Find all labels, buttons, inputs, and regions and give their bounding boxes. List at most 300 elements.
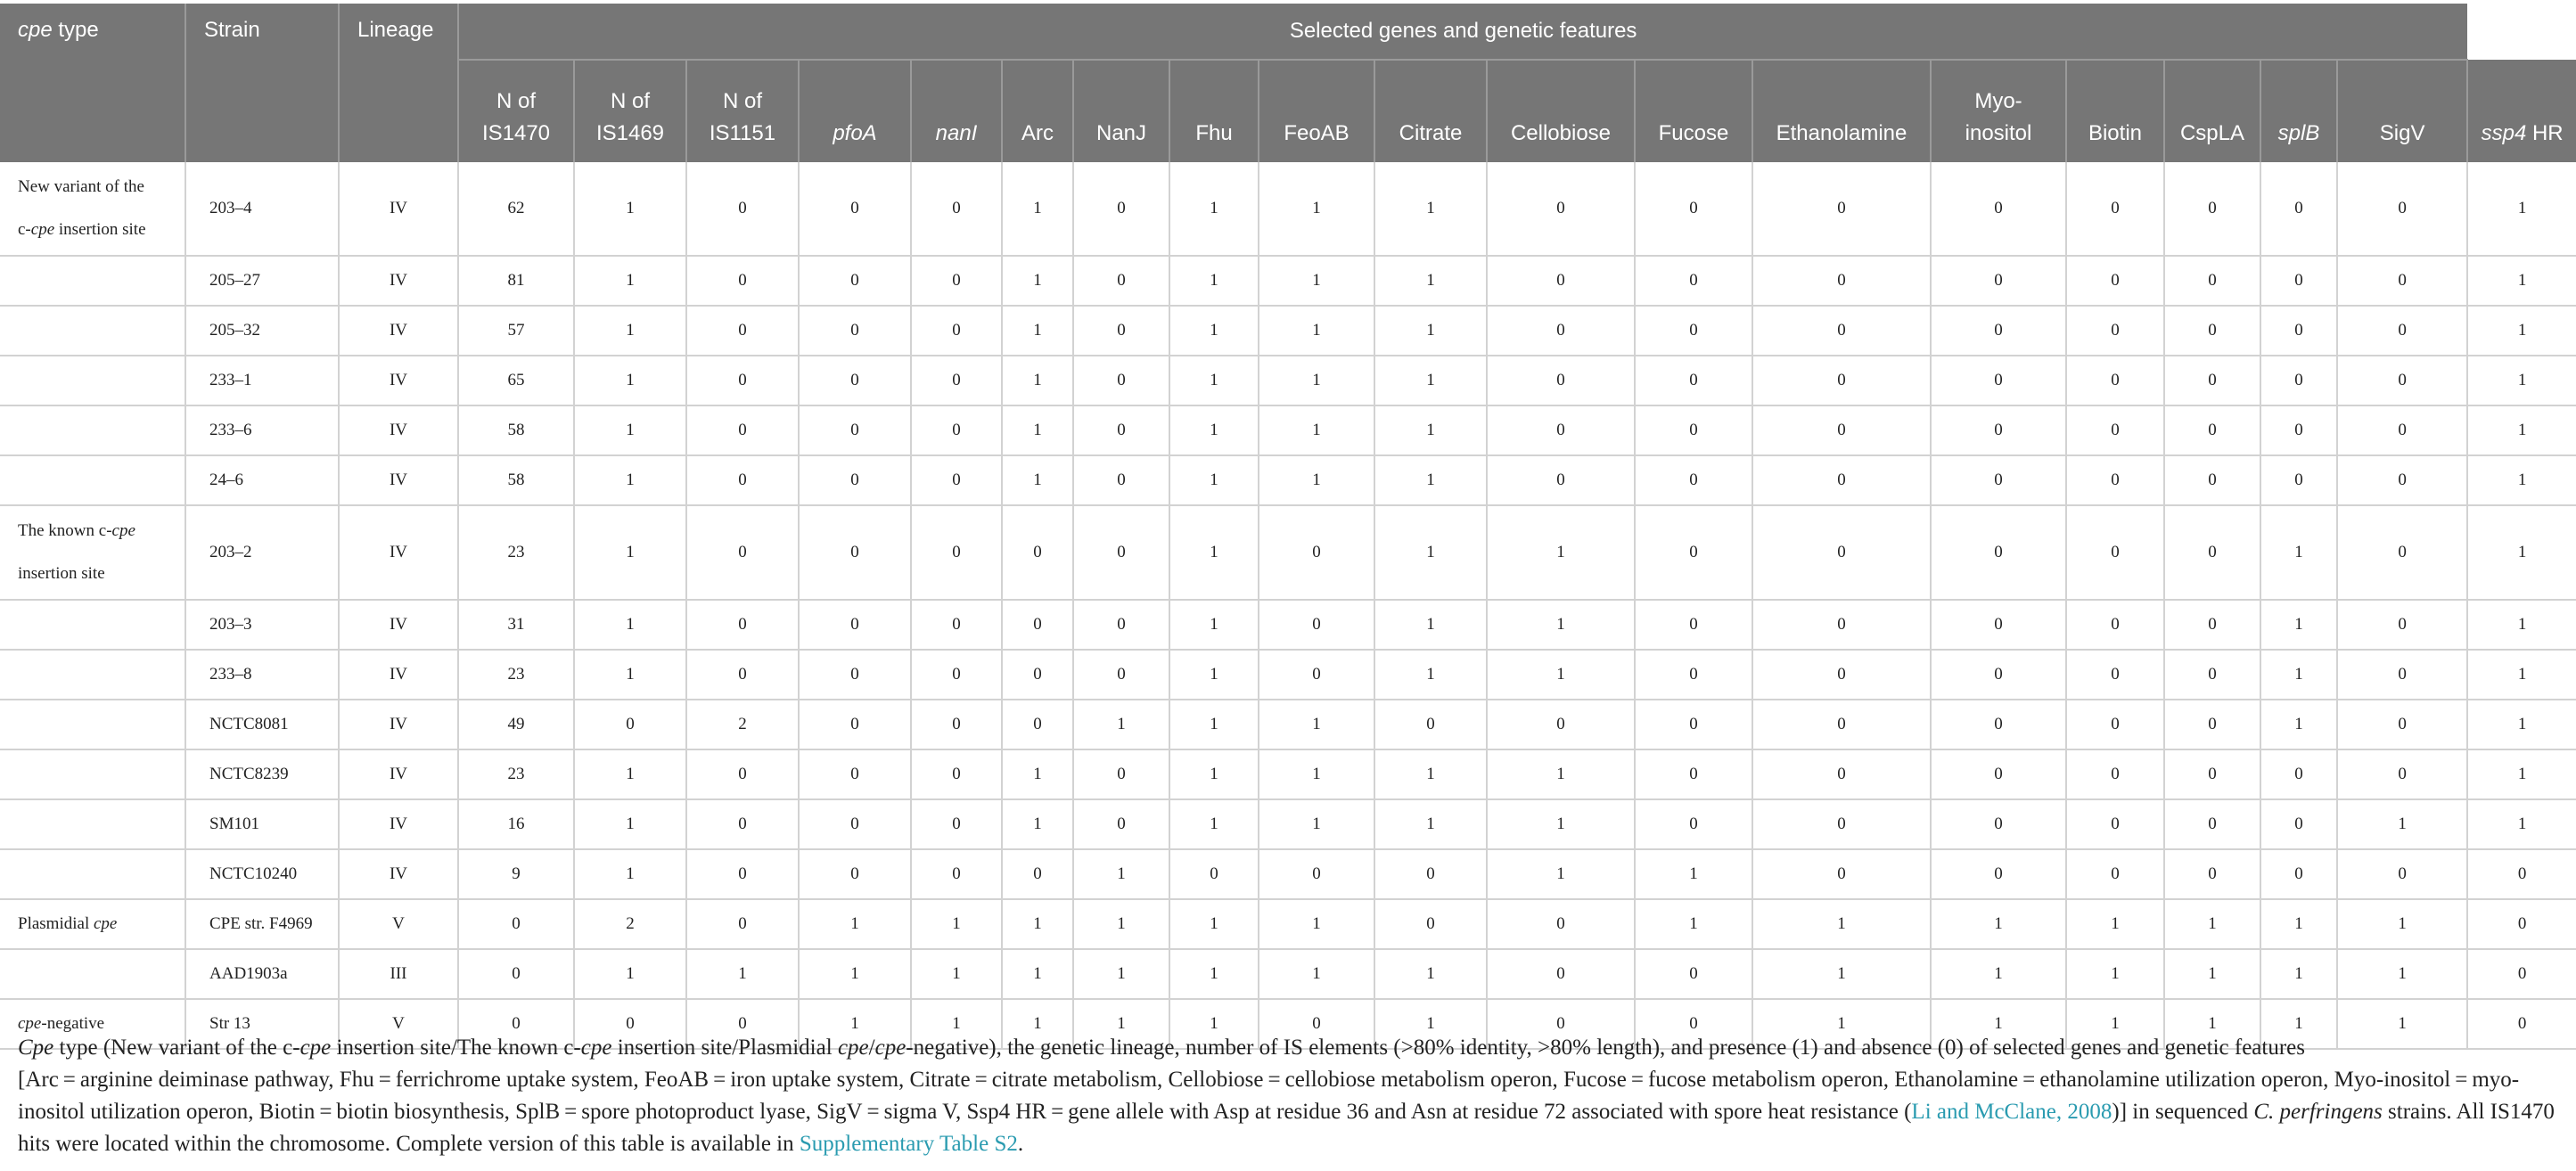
- value-cell: 0: [1931, 849, 2066, 899]
- value-cell: 1: [2467, 505, 2576, 600]
- value-cell: 0: [2260, 162, 2337, 256]
- value-cell: 0: [2337, 356, 2467, 405]
- lineage-cell: III: [339, 949, 458, 999]
- value-cell: 0: [686, 849, 799, 899]
- value-cell: 1: [574, 949, 686, 999]
- value-cell: 1: [574, 799, 686, 849]
- value-cell: 0: [1002, 505, 1073, 600]
- value-cell: 0: [799, 256, 911, 306]
- value-cell: 0: [686, 405, 799, 455]
- cpe-type-cell: [0, 356, 185, 405]
- table-row: [0, 849, 2576, 899]
- value-cell: 1: [2066, 899, 2164, 949]
- value-cell: 0: [1073, 356, 1169, 405]
- value-cell: 0: [2164, 306, 2260, 356]
- value-cell: 0: [1169, 849, 1259, 899]
- value-cell: 0: [911, 700, 1002, 749]
- value-cell: 0: [1752, 799, 1931, 849]
- value-cell: 0: [2467, 849, 2576, 899]
- value-cell: 0: [686, 749, 799, 799]
- reference-link-li-mcclane[interactable]: Li and McClane, 2008: [1911, 1100, 2112, 1124]
- value-cell: 0: [2337, 405, 2467, 455]
- value-cell: 1: [2337, 949, 2467, 999]
- column-header: Myo- inositol: [1931, 60, 2066, 162]
- value-cell: 49: [458, 700, 574, 749]
- value-cell: 0: [1374, 899, 1487, 949]
- header-row-group: [0, 4, 2576, 60]
- value-cell: 1: [1169, 600, 1259, 650]
- value-cell: 0: [2337, 849, 2467, 899]
- value-cell: 1: [2260, 650, 2337, 700]
- table-body: [0, 162, 2576, 1049]
- value-cell: 0: [1259, 849, 1374, 899]
- value-cell: 0: [2260, 256, 2337, 306]
- footnote-paragraph-1: Cpe type (New variant of the c-cpe insertion site/The known c-cpe insertion site/Plasmidial cpe/cpe-negative), the genetic lineage, number of IS elements (>80% identity, >80% length), and presence (1) and absence (0) of selected genes and genetic features: [18, 1036, 2305, 1060]
- strain-cell: 233–8: [185, 650, 339, 700]
- value-cell: 0: [1635, 356, 1752, 405]
- lineage-cell: IV: [339, 256, 458, 306]
- value-cell: 1: [1073, 999, 1169, 1049]
- table-row: [0, 799, 2576, 849]
- value-cell: 0: [1487, 405, 1635, 455]
- column-header: splB: [2260, 60, 2337, 162]
- value-cell: 0: [1931, 505, 2066, 600]
- value-cell: 1: [1002, 749, 1073, 799]
- value-cell: 2: [686, 700, 799, 749]
- value-cell: 0: [1931, 356, 2066, 405]
- value-cell: 0: [2066, 455, 2164, 505]
- value-cell: 0: [1635, 999, 1752, 1049]
- value-cell: 1: [1002, 899, 1073, 949]
- value-cell: 1: [574, 306, 686, 356]
- value-cell: 0: [2164, 799, 2260, 849]
- value-cell: 0: [2337, 256, 2467, 306]
- value-cell: 0: [799, 405, 911, 455]
- value-cell: 0: [2066, 700, 2164, 749]
- value-cell: 0: [1635, 949, 1752, 999]
- column-header: SigV: [2337, 60, 2467, 162]
- value-cell: 1: [2467, 256, 2576, 306]
- value-cell: 0: [2467, 999, 2576, 1049]
- value-cell: 1: [1073, 700, 1169, 749]
- value-cell: 0: [1752, 306, 1931, 356]
- value-cell: 0: [458, 999, 574, 1049]
- value-cell: 0: [2260, 405, 2337, 455]
- value-cell: 0: [2066, 600, 2164, 650]
- footnote-paragraph-2: [Arc = arginine deiminase pathway, Fhu = ferrichrome uptake system, FeoAB = iron uptake system, Citrate = citrate metabolism, Cellobiose = cellobiose metabolism operon, Fucose = fucose metabolism operon, Ethanolamine = ethanolamine utilization operon, Myo-inositol = myo-inositol utilization operon, Biotin = biotin biosynthesis, SplB = spore photoproduct lyase, SigV = sigma V, Ssp4 HR = gene allele with Asp at residue 36 and Asn at residue 72 associated with spore heat resistance (Li and McClane, 2008)] in sequenced C. perfringens strains. All IS1470 hits were located within the chromosome. Complete version of this table is available in Supplementary Table S2.: [18, 1068, 2555, 1156]
- value-cell: 1: [1002, 356, 1073, 405]
- cpe-type-cell: [0, 306, 185, 356]
- strain-cell: 233–1: [185, 356, 339, 405]
- value-cell: 1: [574, 749, 686, 799]
- value-cell: 0: [799, 505, 911, 600]
- value-cell: 0: [1635, 162, 1752, 256]
- value-cell: 0: [799, 356, 911, 405]
- value-cell: 1: [1002, 162, 1073, 256]
- value-cell: 0: [2260, 749, 2337, 799]
- value-cell: 1: [1073, 949, 1169, 999]
- cpe-type-cell: [0, 455, 185, 505]
- cpe-type-cell: cpe-negative: [0, 999, 185, 1049]
- value-cell: 1: [2164, 949, 2260, 999]
- value-cell: 1: [1487, 505, 1635, 600]
- lineage-cell: IV: [339, 700, 458, 749]
- value-cell: 1: [1002, 455, 1073, 505]
- value-cell: 0: [1635, 256, 1752, 306]
- value-cell: 0: [1752, 505, 1931, 600]
- value-cell: 0: [2066, 849, 2164, 899]
- value-cell: 0: [1073, 799, 1169, 849]
- value-cell: 0: [1073, 505, 1169, 600]
- value-cell: 0: [799, 162, 911, 256]
- value-cell: 1: [574, 356, 686, 405]
- value-cell: 0: [1374, 700, 1487, 749]
- table-row: [0, 899, 2576, 949]
- value-cell: 1: [1635, 899, 1752, 949]
- strain-cell: 205–27: [185, 256, 339, 306]
- lineage-cell: IV: [339, 749, 458, 799]
- lineage-cell: IV: [339, 455, 458, 505]
- value-cell: 1: [1169, 799, 1259, 849]
- value-cell: 0: [799, 700, 911, 749]
- value-cell: 1: [1169, 455, 1259, 505]
- value-cell: 1: [1169, 505, 1259, 600]
- column-header: Fucose: [1635, 60, 1752, 162]
- value-cell: 1: [1487, 600, 1635, 650]
- cpe-type-cell: [0, 256, 185, 306]
- value-cell: 1: [1374, 455, 1487, 505]
- value-cell: 0: [2164, 405, 2260, 455]
- lineage-cell: IV: [339, 405, 458, 455]
- strain-cell: SM101: [185, 799, 339, 849]
- value-cell: 1: [799, 899, 911, 949]
- value-cell: 1: [1487, 650, 1635, 700]
- value-cell: 1: [1487, 799, 1635, 849]
- strain-cell: CPE str. F4969: [185, 899, 339, 949]
- lineage-cell: V: [339, 899, 458, 949]
- value-cell: 0: [2164, 505, 2260, 600]
- genes-table: [0, 4, 2576, 1050]
- value-cell: 0: [1073, 405, 1169, 455]
- value-cell: 0: [799, 799, 911, 849]
- value-cell: 1: [2260, 999, 2337, 1049]
- value-cell: 0: [1259, 600, 1374, 650]
- value-cell: 0: [458, 899, 574, 949]
- value-cell: 1: [1259, 356, 1374, 405]
- value-cell: 0: [2260, 306, 2337, 356]
- value-cell: 1: [1169, 700, 1259, 749]
- value-cell: 1: [2467, 700, 2576, 749]
- value-cell: 1: [574, 405, 686, 455]
- value-cell: 1: [1374, 650, 1487, 700]
- value-cell: 9: [458, 849, 574, 899]
- value-cell: 1: [1931, 999, 2066, 1049]
- value-cell: 0: [2066, 405, 2164, 455]
- value-cell: 0: [1635, 700, 1752, 749]
- value-cell: 0: [1752, 600, 1931, 650]
- column-header: nanI: [911, 60, 1002, 162]
- value-cell: 0: [2164, 162, 2260, 256]
- value-cell: 0: [799, 306, 911, 356]
- column-header: FeoAB: [1259, 60, 1374, 162]
- value-cell: 1: [1169, 999, 1259, 1049]
- header-selected-genes: Selected genes and genetic features: [458, 4, 2467, 60]
- strain-cell: NCTC10240: [185, 849, 339, 899]
- value-cell: 65: [458, 356, 574, 405]
- table-row: [0, 700, 2576, 749]
- strain-cell: 205–32: [185, 306, 339, 356]
- value-cell: 0: [2164, 849, 2260, 899]
- value-cell: 1: [2467, 455, 2576, 505]
- value-cell: 2: [574, 899, 686, 949]
- value-cell: 1: [1169, 899, 1259, 949]
- value-cell: 58: [458, 405, 574, 455]
- value-cell: 0: [1931, 256, 2066, 306]
- value-cell: 0: [2467, 949, 2576, 999]
- value-cell: 0: [1635, 306, 1752, 356]
- value-cell: 1: [2260, 600, 2337, 650]
- value-cell: 0: [2066, 650, 2164, 700]
- cpe-type-cell: [0, 749, 185, 799]
- value-cell: 0: [2337, 600, 2467, 650]
- value-cell: 0: [911, 749, 1002, 799]
- value-cell: 0: [911, 600, 1002, 650]
- value-cell: 0: [799, 600, 911, 650]
- table-row: [0, 256, 2576, 306]
- lineage-cell: IV: [339, 306, 458, 356]
- column-header: N of IS1469: [574, 60, 686, 162]
- value-cell: 1: [2260, 700, 2337, 749]
- value-cell: 1: [1374, 749, 1487, 799]
- value-cell: 0: [2164, 700, 2260, 749]
- value-cell: 0: [1752, 356, 1931, 405]
- value-cell: 1: [1259, 256, 1374, 306]
- lineage-cell: IV: [339, 162, 458, 256]
- table-row: [0, 306, 2576, 356]
- value-cell: 1: [574, 849, 686, 899]
- value-cell: 0: [2164, 455, 2260, 505]
- value-cell: 1: [1002, 949, 1073, 999]
- value-cell: 0: [686, 356, 799, 405]
- value-cell: 1: [2337, 899, 2467, 949]
- value-cell: 1: [686, 949, 799, 999]
- value-cell: 1: [2260, 949, 2337, 999]
- table-row: [0, 949, 2576, 999]
- value-cell: 1: [1169, 356, 1259, 405]
- value-cell: 0: [686, 162, 799, 256]
- value-cell: 1: [2467, 799, 2576, 849]
- table-row: [0, 505, 2576, 600]
- value-cell: 1: [1169, 256, 1259, 306]
- value-cell: 0: [686, 999, 799, 1049]
- value-cell: 0: [686, 650, 799, 700]
- value-cell: 0: [1487, 949, 1635, 999]
- value-cell: 0: [1931, 405, 2066, 455]
- value-cell: 0: [911, 799, 1002, 849]
- value-cell: 1: [1169, 650, 1259, 700]
- lineage-cell: IV: [339, 505, 458, 600]
- value-cell: 1: [1487, 749, 1635, 799]
- value-cell: 0: [1487, 256, 1635, 306]
- strain-cell: NCTC8081: [185, 700, 339, 749]
- value-cell: 0: [911, 455, 1002, 505]
- cpe-type-cell: Plasmidial cpe: [0, 899, 185, 949]
- value-cell: 57: [458, 306, 574, 356]
- value-cell: 0: [911, 306, 1002, 356]
- value-cell: 1: [1259, 405, 1374, 455]
- value-cell: 0: [911, 505, 1002, 600]
- value-cell: 0: [1931, 700, 2066, 749]
- value-cell: 0: [799, 650, 911, 700]
- value-cell: 1: [1374, 600, 1487, 650]
- value-cell: 1: [574, 256, 686, 306]
- value-cell: 0: [1635, 455, 1752, 505]
- value-cell: 1: [2260, 505, 2337, 600]
- value-cell: 0: [1002, 600, 1073, 650]
- value-cell: 0: [2260, 356, 2337, 405]
- value-cell: 0: [1073, 600, 1169, 650]
- column-header: Arc: [1002, 60, 1073, 162]
- strain-cell: 203–3: [185, 600, 339, 650]
- value-cell: 1: [2467, 356, 2576, 405]
- value-cell: 1: [1259, 799, 1374, 849]
- value-cell: 0: [2337, 162, 2467, 256]
- column-header: N of IS1151: [686, 60, 799, 162]
- cpe-type-cell: [0, 799, 185, 849]
- table-row: [0, 162, 2576, 256]
- table-row: [0, 405, 2576, 455]
- value-cell: 0: [1635, 799, 1752, 849]
- supplementary-table-link[interactable]: Supplementary Table S2: [799, 1132, 1018, 1156]
- value-cell: 0: [1259, 999, 1374, 1049]
- value-cell: 81: [458, 256, 574, 306]
- value-cell: 0: [1374, 849, 1487, 899]
- value-cell: 16: [458, 799, 574, 849]
- value-cell: 0: [1931, 306, 2066, 356]
- value-cell: 1: [1752, 899, 1931, 949]
- cpe-type-cell: The known c-cpe insertion site: [0, 505, 185, 600]
- value-cell: 0: [686, 600, 799, 650]
- value-cell: 1: [1752, 999, 1931, 1049]
- value-cell: 1: [2467, 405, 2576, 455]
- value-cell: 0: [2066, 256, 2164, 306]
- value-cell: 0: [1931, 799, 2066, 849]
- value-cell: 1: [574, 455, 686, 505]
- value-cell: 23: [458, 650, 574, 700]
- value-cell: 0: [2337, 455, 2467, 505]
- value-cell: 0: [1752, 749, 1931, 799]
- value-cell: 0: [686, 899, 799, 949]
- cpe-type-cell: [0, 650, 185, 700]
- value-cell: 1: [1169, 405, 1259, 455]
- value-cell: 0: [686, 306, 799, 356]
- lineage-cell: IV: [339, 356, 458, 405]
- value-cell: 0: [686, 505, 799, 600]
- value-cell: 0: [1752, 700, 1931, 749]
- value-cell: 1: [1169, 749, 1259, 799]
- value-cell: 1: [574, 650, 686, 700]
- value-cell: 0: [2260, 799, 2337, 849]
- strain-cell: 233–6: [185, 405, 339, 455]
- table-row: [0, 749, 2576, 799]
- value-cell: 1: [2467, 650, 2576, 700]
- lineage-cell: IV: [339, 799, 458, 849]
- value-cell: 1: [2260, 899, 2337, 949]
- value-cell: 1: [1073, 899, 1169, 949]
- value-cell: 0: [1752, 650, 1931, 700]
- value-cell: 23: [458, 749, 574, 799]
- value-cell: 0: [1259, 650, 1374, 700]
- value-cell: 0: [2467, 899, 2576, 949]
- strain-cell: 203–4: [185, 162, 339, 256]
- value-cell: 0: [1487, 455, 1635, 505]
- cpe-type-cell: [0, 849, 185, 899]
- value-cell: 1: [1635, 849, 1752, 899]
- value-cell: 0: [2164, 256, 2260, 306]
- value-cell: 1: [1931, 949, 2066, 999]
- lineage-cell: IV: [339, 849, 458, 899]
- value-cell: 0: [2066, 505, 2164, 600]
- table-row: [0, 650, 2576, 700]
- value-cell: 0: [2337, 749, 2467, 799]
- strain-cell: 24–6: [185, 455, 339, 505]
- value-cell: 0: [2260, 849, 2337, 899]
- value-cell: 1: [1002, 799, 1073, 849]
- cpe-type-cell: [0, 949, 185, 999]
- value-cell: 1: [1169, 949, 1259, 999]
- value-cell: 0: [1073, 162, 1169, 256]
- value-cell: 0: [2164, 356, 2260, 405]
- value-cell: 1: [2066, 999, 2164, 1049]
- value-cell: 0: [911, 256, 1002, 306]
- value-cell: 1: [2164, 899, 2260, 949]
- column-header: NanJ: [1073, 60, 1169, 162]
- value-cell: 0: [1073, 650, 1169, 700]
- value-cell: 1: [2164, 999, 2260, 1049]
- value-cell: 0: [686, 256, 799, 306]
- column-header: pfoA: [799, 60, 911, 162]
- table-row: [0, 600, 2576, 650]
- value-cell: 0: [1487, 306, 1635, 356]
- value-cell: 0: [1487, 999, 1635, 1049]
- value-cell: 0: [1931, 650, 2066, 700]
- value-cell: 0: [1487, 162, 1635, 256]
- value-cell: 0: [1635, 749, 1752, 799]
- value-cell: 1: [574, 505, 686, 600]
- value-cell: 0: [1931, 455, 2066, 505]
- value-cell: 0: [2164, 650, 2260, 700]
- header-strain: Strain: [185, 4, 339, 162]
- value-cell: 1: [1259, 162, 1374, 256]
- value-cell: 1: [1374, 799, 1487, 849]
- value-cell: 0: [1752, 455, 1931, 505]
- value-cell: 1: [1169, 162, 1259, 256]
- value-cell: 1: [1374, 949, 1487, 999]
- value-cell: 1: [574, 600, 686, 650]
- column-header: Cellobiose: [1487, 60, 1635, 162]
- strain-cell: Str 13: [185, 999, 339, 1049]
- table-row: [0, 455, 2576, 505]
- header-lineage: Lineage: [339, 4, 458, 162]
- value-cell: 0: [911, 356, 1002, 405]
- value-cell: 1: [2467, 749, 2576, 799]
- value-cell: 1: [2467, 306, 2576, 356]
- column-header: Citrate: [1374, 60, 1487, 162]
- value-cell: 0: [2066, 162, 2164, 256]
- value-cell: 1: [1259, 306, 1374, 356]
- value-cell: 0: [2066, 306, 2164, 356]
- value-cell: 1: [1487, 849, 1635, 899]
